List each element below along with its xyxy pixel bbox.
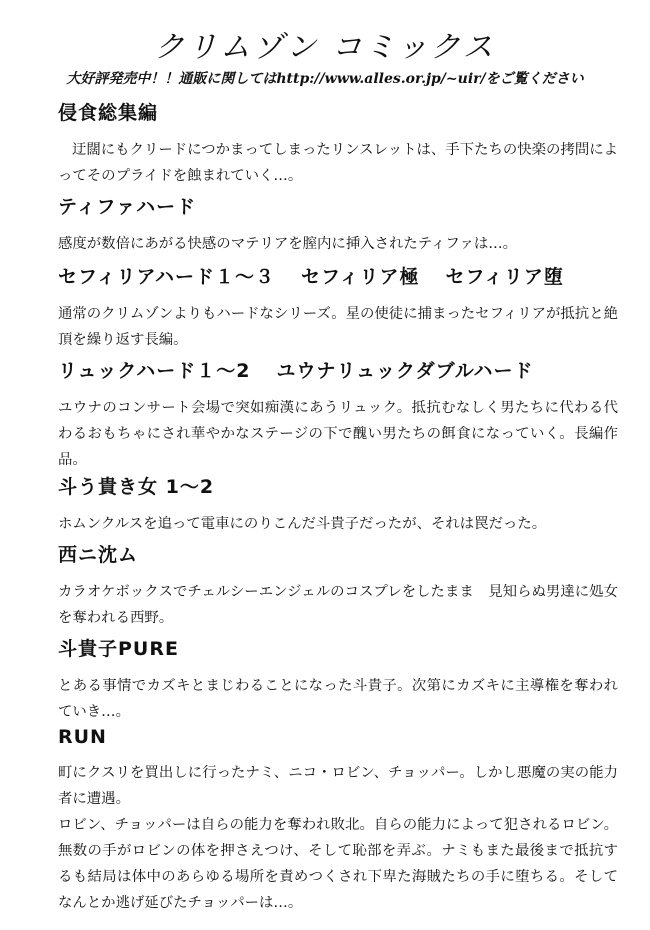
section-sephiria [58,262,618,353]
section-body: 通常のクリムゾンよりもハードなシリーズ。星の使徒に捕まったセフィリアが抵抗と絶頂を繰り返す長編。 [58,306,618,348]
section-body: カラオケボックスでチェルシーエンジェルのコスプレをしたまま 見知らぬ男達に処女を奪われる西野。 [58,584,618,626]
subtitle-suffix: をご覧ください [485,71,584,87]
section-tokiko-pure [58,634,618,725]
section-tatakau [58,472,618,537]
section-tifa-hard [58,192,618,257]
section-body: 迂闊にもクリードにつかまってしまったリンスレットは、手下たちの快楽の拷問によってそのプライドを蝕まれていく…。 [58,142,618,184]
section-rikku [58,356,618,473]
section-body: ユウナのコンサート会場で突如痴漢にあうリュック。抵抗むなしく男たちに代わる代わるおもちゃにされ華やかなステージの下で醜い男たちの餌食になっていく。長編作品。 [58,400,618,468]
section-heading: 西ニ沈ム [58,544,139,566]
section-heading [58,356,618,383]
section-heading: ティファハード [58,196,197,218]
section-heading: 斗貴子PURE [58,638,179,660]
section-nishi [58,540,618,631]
website-link[interactable]: http://www.alles.or.jp/~uir/ [276,71,486,87]
heading-part: ユウナリュックダブルハード [276,360,534,382]
section-body: ホムンクルスを追って電車にのりこんだ斗貴子だったが、それは罠だった。 [58,516,547,532]
section-heading [58,262,618,289]
section-heading: 侵食総集編 [58,102,159,124]
section-body: ロビン、チョッパーは自らの能力を奪われ敗北。自らの能力によって犯されるロビン。無数の手がロビンの体を押さえつけ、そして恥部を弄ぶ。ナミもまた最後まで抵抗するも結局は体中のあらゆる場所を責めつくされ下卑た海賊たちの手に堕ちる。そしてなんとか逃げ延びたチョッパーは…。 [58,817,618,911]
heading-part: セフィリア極 [300,266,420,288]
subtitle-prefix: 大好評発売中！！通販に関しては [66,71,277,87]
section-shinshoku [58,98,618,189]
heading-part: セフィリア堕 [445,266,564,288]
page-title: クリムゾン コミックス [154,30,496,65]
section-heading: RUN [58,726,107,748]
section-body: 感度が数倍にあがる快感のマテリアを膣内に挿入されたティファは…。 [58,236,518,252]
heading-part: セフィリアハード１～３ [58,266,275,288]
section-body: とある事情でカズキとまじわることになった斗貴子。次第にカズキに主導権を奪われていき…。 [58,678,618,720]
section-run [58,726,618,916]
section-heading: 斗う貴き女 1～2 [58,476,215,498]
section-body: 町にクスリを買出しに行ったナミ、ニコ・ロビン、チョッパー。しかし悪魔の実の能力者に遭遇。 [58,765,618,807]
subtitle-line [0,68,650,88]
heading-part: リュックハード１～2 [58,360,251,382]
